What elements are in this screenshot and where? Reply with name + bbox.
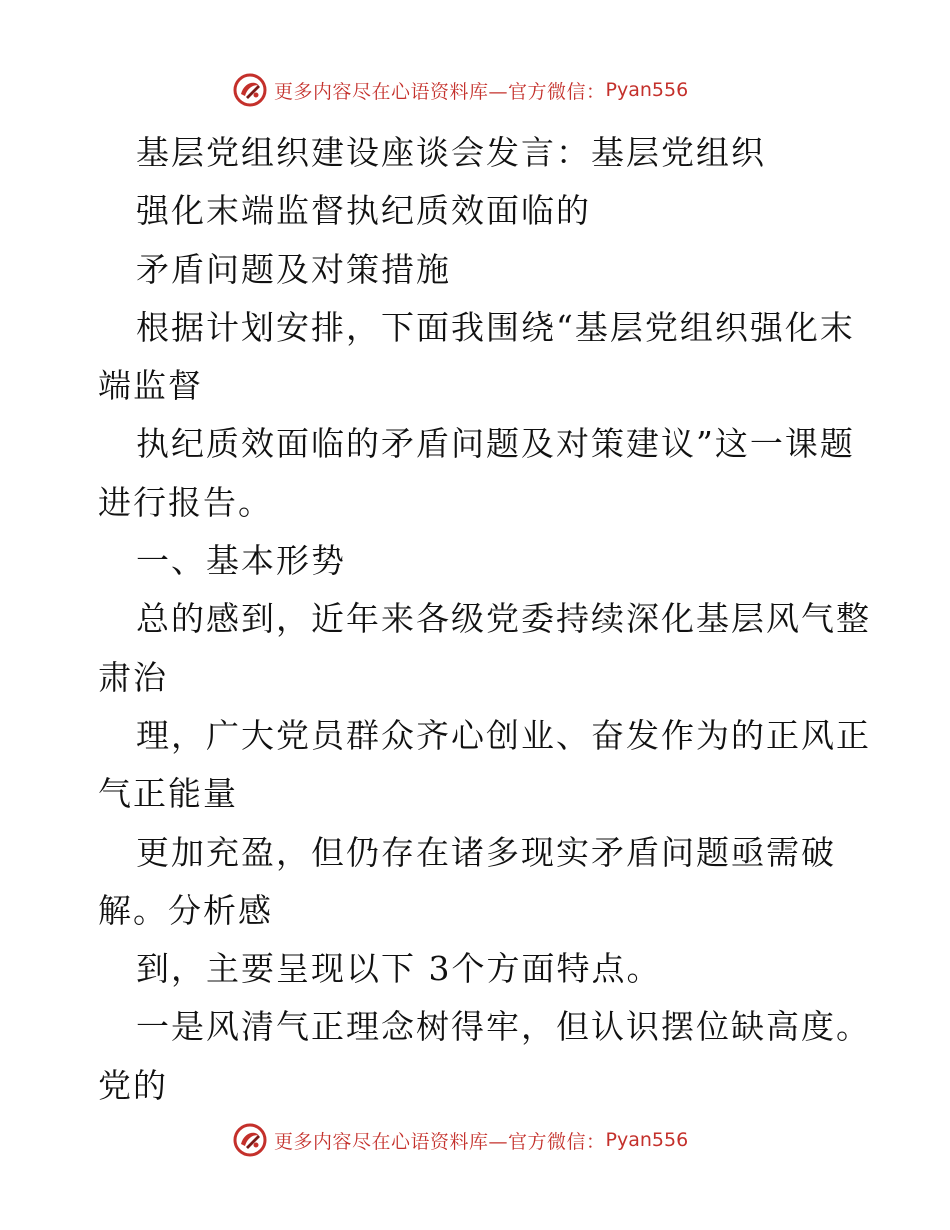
watermark-text: 更多内容尽在心语资料库—官方微信： <box>274 80 606 103</box>
doc-line: 基层党组织建设座谈会发言：基层党组织 <box>136 133 766 172</box>
doc-line: 进行报告。 <box>98 482 273 522</box>
doc-line: 总的感到，近年来各级党委持续深化基层风气整 <box>136 599 871 639</box>
doc-line: 理，广大党员群众齐心创业、奋发作为的正风正 <box>136 715 871 755</box>
watermark-text: 更多内容尽在心语资料库—官方微信： <box>274 1130 606 1153</box>
watermark-wechat-id: Pyan556 <box>605 1129 689 1151</box>
watermark-banner-bottom <box>232 1120 688 1160</box>
doc-line: 党的 <box>98 1065 168 1105</box>
doc-line: 一是风清气正理念树得牢，但认识摆位缺高度。 <box>136 1007 871 1047</box>
doc-line: 执纪质效面临的矛盾问题及对策建议”这一课题 <box>136 424 855 464</box>
doc-line: 根据计划安排，下面我围绕“基层党组织强化末 <box>136 307 855 347</box>
doc-line: 更加充盈，但仍存在诸多现实矛盾问题亟需破 <box>136 832 836 872</box>
doc-line: 肃治 <box>98 657 168 697</box>
doc-line: 解。分析感 <box>98 890 273 930</box>
doc-line: 到，主要呈现以下 3个方面特点。 <box>136 949 662 989</box>
brand-logo-icon <box>232 1122 268 1158</box>
doc-line: 气正能量 <box>98 774 238 814</box>
doc-line: 矛盾问题及对策措施 <box>136 249 451 289</box>
watermark-banner-top <box>232 70 688 110</box>
doc-line: 端监督 <box>98 366 203 406</box>
brand-logo-icon <box>232 72 268 108</box>
watermark-wechat-id: Pyan556 <box>605 79 689 101</box>
document-body <box>98 124 871 1115</box>
section-heading: 一、基本形势 <box>136 541 346 581</box>
doc-line: 强化末端监督执纪质效面临的 <box>136 191 591 231</box>
